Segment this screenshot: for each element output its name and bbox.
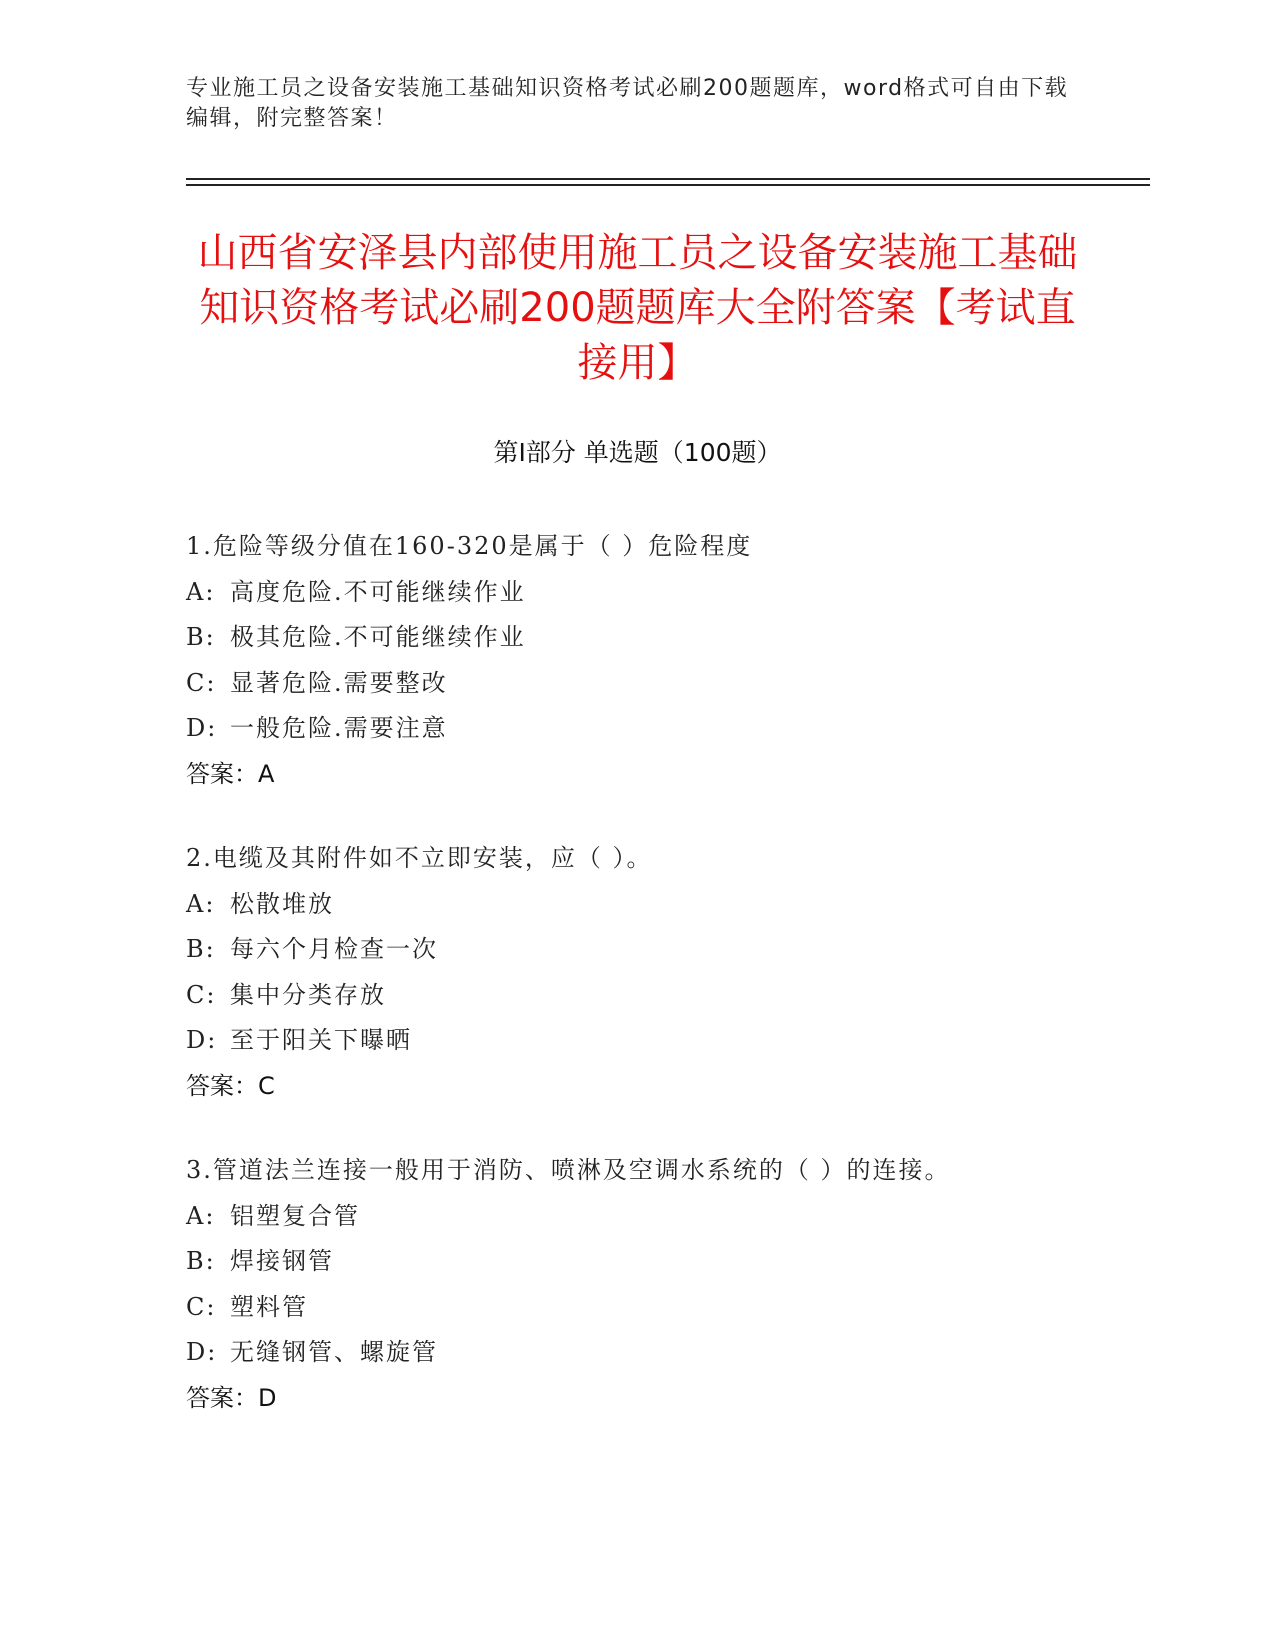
option-a <box>186 1194 1186 1240</box>
document-title: 山西省安泽县内部使用施工员之设备安装施工基础知识资格考试必刷200题题库大全附答案【考试直接用】 <box>197 230 1078 386</box>
option-d <box>186 706 1186 752</box>
option-letter: C: <box>186 980 217 1009</box>
option-b <box>186 1239 1186 1285</box>
option-d <box>186 1018 1186 1064</box>
answer-line: 答案：A <box>186 759 275 788</box>
section-title: 第Ⅰ部分 单选题（100题） <box>493 438 782 467</box>
option-letter: B: <box>186 1247 216 1275</box>
header-note: 专业施工员之设备安装施工基础知识资格考试必刷200题题库，word格式可自由下载编辑，附完整答案！ <box>186 76 1069 131</box>
option-text: 每六个月检查一次 <box>230 935 438 963</box>
option-letter: D: <box>186 1338 218 1366</box>
question-block <box>186 836 1186 1109</box>
answer-line: 答案：C <box>186 1071 275 1100</box>
option-letter: B: <box>186 935 216 963</box>
header-divider-bottom <box>186 184 1150 186</box>
option-letter: A: <box>186 889 216 918</box>
option-a <box>186 882 1186 928</box>
option-text: 无缝钢管、螺旋管 <box>230 1338 438 1366</box>
option-text: 焊接钢管 <box>230 1247 334 1275</box>
option-letter: C: <box>186 1292 217 1321</box>
option-letter: D: <box>186 1026 218 1054</box>
option-text: 铝塑复合管 <box>230 1201 360 1230</box>
option-text: 松散堆放 <box>230 889 334 918</box>
option-letter: B: <box>186 623 216 651</box>
question-block <box>186 524 1186 797</box>
option-letter: A: <box>186 1201 216 1230</box>
question-block <box>186 1148 1186 1421</box>
question-stem: 3.管道法兰连接一般用于消防、喷淋及空调水系统的（ ）的连接。 <box>186 1156 951 1184</box>
option-c <box>186 1285 1186 1331</box>
option-d <box>186 1330 1186 1376</box>
answer-line: 答案：D <box>186 1383 277 1412</box>
header-divider-top <box>186 178 1150 180</box>
option-c <box>186 973 1186 1019</box>
option-text: 高度危险.不可能继续作业 <box>230 577 526 606</box>
option-text: 显著危险.需要整改 <box>230 668 448 697</box>
option-text: 至于阳关下曝晒 <box>230 1026 412 1054</box>
option-text: 塑料管 <box>230 1292 308 1321</box>
option-letter: D: <box>186 714 218 742</box>
question-stem: 1.危险等级分值在160-320是属于（ ）危险程度 <box>186 532 753 560</box>
option-b <box>186 615 1186 661</box>
question-stem: 2.电缆及其附件如不立即安装，应（ ）。 <box>186 844 653 872</box>
option-c <box>186 661 1186 707</box>
option-letter: A: <box>186 577 216 606</box>
option-b <box>186 927 1186 973</box>
option-letter: C: <box>186 668 217 697</box>
option-a <box>186 570 1186 616</box>
option-text: 极其危险.不可能继续作业 <box>230 623 526 651</box>
option-text: 集中分类存放 <box>230 980 386 1009</box>
option-text: 一般危险.需要注意 <box>230 714 448 742</box>
